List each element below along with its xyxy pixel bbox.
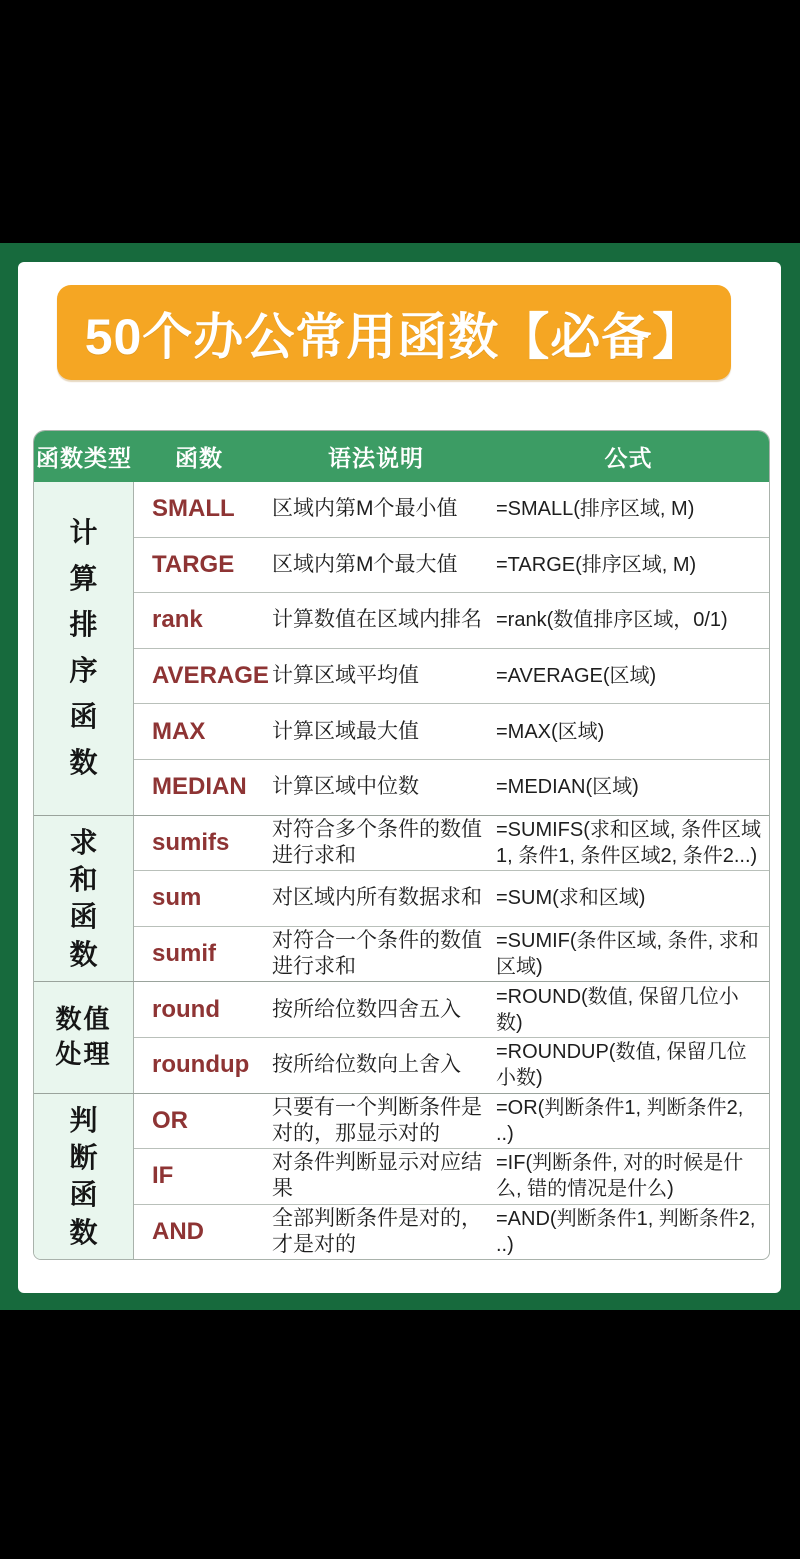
table-row xyxy=(134,592,769,648)
syntax-description-cell: 计算区域最大值 xyxy=(272,719,419,743)
formula-cell: =IF(判断条件, 对的时候是什么, 错的情况是什么) xyxy=(496,1152,744,1201)
category-char: 数 xyxy=(69,1216,98,1248)
table-group xyxy=(34,482,769,815)
category-line: 处理 xyxy=(55,1039,112,1070)
formula-cell: =rank(数值排序区域，0/1) xyxy=(496,609,728,632)
category-cell xyxy=(34,482,134,815)
syntax-description-cell: 对条件判断显示对应结果 xyxy=(272,1151,482,1201)
category-char: 求 xyxy=(69,826,98,858)
table-row xyxy=(134,870,769,926)
formula-cell: =SMALL(排序区域, M) xyxy=(496,498,695,521)
syntax-description-cell: 计算区域平均值 xyxy=(272,664,419,688)
table-row xyxy=(134,537,769,593)
function-name-cell: sumif xyxy=(152,940,217,968)
function-name-cell: TARGE xyxy=(152,550,235,578)
syntax-description-cell: 只要有一个判断条件是对的，那显示对的 xyxy=(272,1095,482,1145)
syntax-description-cell: 计算数值在区域内排名 xyxy=(272,608,482,632)
functions-table xyxy=(33,430,770,1260)
table-header-row xyxy=(34,431,769,482)
table-row xyxy=(134,926,769,982)
table-row xyxy=(134,982,769,1037)
category-char: 函 xyxy=(69,701,98,733)
syntax-description-cell: 按所给位数四舍五入 xyxy=(272,997,461,1021)
function-name-cell: round xyxy=(152,995,220,1023)
header-function: 函数 xyxy=(175,445,223,471)
syntax-description-cell: 对区域内所有数据求和 xyxy=(272,886,482,910)
function-name-cell: rank xyxy=(152,606,203,634)
syntax-description-cell: 计算区域中位数 xyxy=(272,775,419,799)
category-char: 算 xyxy=(69,563,98,595)
formula-cell: =ROUND(数值, 保留几位小数) xyxy=(496,985,739,1034)
category-char: 函 xyxy=(69,1179,98,1211)
function-name-cell: sum xyxy=(152,884,202,912)
table-row xyxy=(134,703,769,759)
title-banner xyxy=(57,285,731,380)
white-panel xyxy=(18,262,781,1293)
function-name-cell: roundup xyxy=(152,1051,250,1079)
syntax-description-cell: 区域内第M个最大值 xyxy=(272,552,458,576)
category-char: 判 xyxy=(69,1104,98,1136)
table-row xyxy=(134,1148,769,1204)
category-cell xyxy=(34,816,134,982)
category-cell xyxy=(34,982,134,1092)
formula-cell: =AND(判断条件1, 判断条件2, ..) xyxy=(496,1208,756,1257)
formula-cell: =SUMIFS(求和区域, 条件区域1, 条件1, 条件区域2, 条件2...) xyxy=(496,818,762,867)
function-name-cell: MAX xyxy=(152,717,206,745)
syntax-description-cell: 按所给位数向上舍入 xyxy=(272,1053,461,1077)
formula-cell: =SUM(求和区域) xyxy=(496,887,646,910)
header-function-type: 函数类型 xyxy=(36,445,132,471)
category-char: 数 xyxy=(69,938,98,970)
table-body xyxy=(34,482,769,1259)
syntax-description-cell: 区域内第M个最小值 xyxy=(272,497,458,521)
formula-cell: =MAX(区域) xyxy=(496,720,605,743)
table-row xyxy=(134,1204,769,1260)
function-name-cell: SMALL xyxy=(152,495,235,523)
green-frame xyxy=(0,243,800,1310)
table-row xyxy=(134,1094,769,1149)
category-char: 数 xyxy=(69,747,98,779)
category-cell xyxy=(34,1094,134,1260)
group-rows xyxy=(134,816,769,982)
function-name-cell: AVERAGE xyxy=(152,662,269,690)
table-row xyxy=(134,482,769,537)
category-char: 和 xyxy=(69,864,98,895)
header-syntax: 语法说明 xyxy=(328,445,424,471)
function-name-cell: sumifs xyxy=(152,828,230,856)
syntax-description-cell: 全部判断条件是对的，才是对的 xyxy=(272,1207,482,1257)
table-row xyxy=(134,816,769,871)
category-char: 断 xyxy=(69,1141,98,1173)
table-row xyxy=(134,1037,769,1093)
table-row xyxy=(134,759,769,815)
formula-cell: =OR(判断条件1, 判断条件2, ..) xyxy=(496,1096,744,1145)
syntax-description-cell: 对符合一个条件的数值进行求和 xyxy=(272,929,482,979)
formula-cell: =AVERAGE(区域) xyxy=(496,665,657,688)
category-char: 函 xyxy=(69,901,98,933)
syntax-description-cell: 对符合多个条件的数值进行求和 xyxy=(272,817,482,867)
formula-cell: =ROUNDUP(数值, 保留几位小数) xyxy=(496,1041,747,1090)
table-group xyxy=(34,815,769,982)
table-group xyxy=(34,981,769,1092)
category-char: 序 xyxy=(69,655,98,687)
group-rows xyxy=(134,1094,769,1260)
group-rows xyxy=(134,482,769,815)
formula-cell: =TARGE(排序区域, M) xyxy=(496,553,697,576)
table-group xyxy=(34,1093,769,1260)
category-char: 计 xyxy=(69,517,98,549)
formula-cell: =MEDIAN(区域) xyxy=(496,776,639,799)
function-name-cell: AND xyxy=(152,1218,204,1246)
function-name-cell: MEDIAN xyxy=(152,773,247,801)
function-name-cell: IF xyxy=(152,1162,174,1190)
formula-cell: =SUMIF(条件区域, 条件, 求和区域) xyxy=(496,930,759,979)
page-title: 50个办公常用函数【必备】 xyxy=(84,308,704,365)
group-rows xyxy=(134,982,769,1092)
header-formula: 公式 xyxy=(604,445,653,471)
category-char: 排 xyxy=(69,609,98,641)
function-name-cell: OR xyxy=(152,1106,188,1134)
category-line: 数值 xyxy=(55,1004,112,1035)
table-row xyxy=(134,648,769,704)
